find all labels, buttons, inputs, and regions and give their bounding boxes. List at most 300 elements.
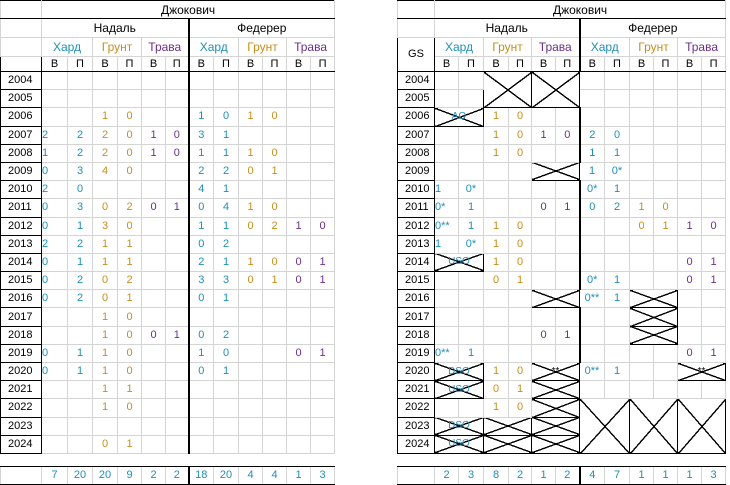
right-crossed-cell [435, 363, 484, 381]
left-score-cell [263, 308, 287, 326]
right-score-cell [702, 162, 726, 180]
right-score-cell [630, 363, 654, 381]
left-total-cell: 20 [214, 466, 239, 484]
left-player-title: Джокович [42, 1, 335, 19]
left-score-cell: 0 [42, 272, 68, 290]
right-score-cell [605, 72, 630, 90]
right-score-cell [435, 399, 459, 417]
left-score-cell: 1 [68, 363, 93, 381]
right-table-row [398, 217, 726, 235]
right-sub-header: В [678, 57, 702, 72]
right-score-cell [556, 181, 580, 199]
right-year-label: 2019 [398, 344, 435, 362]
right-score-cell: 0 [509, 108, 532, 126]
left-score-cell [118, 181, 142, 199]
right-year-label: 2009 [398, 162, 435, 180]
left-table-row [1, 217, 335, 235]
right-score-cell [459, 126, 484, 144]
right-year-label: 2012 [398, 217, 435, 235]
right-score-cell [654, 253, 678, 271]
right-surface-grass: Трава [532, 38, 580, 57]
left-score-cell [189, 72, 214, 90]
left-score-cell: 1 [93, 399, 118, 417]
left-score-cell [166, 417, 189, 435]
right-year-label: 2020 [398, 363, 435, 381]
right-score-cell [630, 344, 654, 362]
left-score-cell: 0 [93, 290, 118, 308]
left-score-cell: 0 [263, 108, 287, 126]
left-score-cell: 0 [118, 162, 142, 180]
right-crossed-cell [630, 308, 678, 326]
left-score-cell: 2 [42, 181, 68, 199]
left-sub-header: П [68, 57, 93, 72]
right-score-cell [459, 308, 484, 326]
right-year-label: 2022 [398, 399, 435, 417]
right-score-cell [509, 199, 532, 217]
left-score-cell: 4 [93, 162, 118, 180]
left-gap-cell [142, 453, 166, 466]
right-score-cell: 0 [509, 235, 532, 253]
right-score-cell: 1 [605, 181, 630, 199]
left-score-cell: 1 [214, 253, 239, 271]
left-score-cell [239, 344, 263, 362]
right-score-cell [484, 199, 509, 217]
left-score-cell: 0 [189, 326, 214, 344]
right-score-cell [605, 326, 630, 344]
left-score-cell [263, 363, 287, 381]
right-total-cell: 7 [605, 466, 630, 484]
nadal-federer-grand-slam-table [397, 0, 726, 485]
left-score-cell [166, 253, 189, 271]
left-sub-header: В [189, 57, 214, 72]
nadal-federer-h2h-table [0, 0, 335, 485]
right-gap-cell [605, 453, 630, 466]
left-total-cell: 4 [263, 466, 287, 484]
left-gap-cell [214, 453, 239, 466]
left-table-row [1, 162, 335, 180]
right-crossed-cell [678, 399, 726, 454]
left-total-cell: 2 [166, 466, 189, 484]
left-score-cell: 1 [239, 144, 263, 162]
right-crossed-note: AO [451, 110, 467, 122]
right-total-cell: 2 [509, 466, 532, 484]
left-score-cell: 1 [239, 253, 263, 271]
right-score-cell: 1 [532, 126, 556, 144]
right-score-cell [509, 326, 532, 344]
right-score-cell [702, 181, 726, 199]
left-score-cell: 0 [239, 272, 263, 290]
left-gap-cell [118, 453, 142, 466]
right-score-cell [459, 72, 484, 90]
left-score-cell: 1 [189, 344, 214, 362]
right-score-cell: 0 [509, 399, 532, 417]
right-score-cell [459, 326, 484, 344]
left-table-row [1, 235, 335, 253]
left-score-cell [311, 363, 335, 381]
left-score-cell [239, 181, 263, 199]
left-score-cell [287, 417, 311, 435]
left-score-cell [68, 108, 93, 126]
left-score-cell: 1 [118, 290, 142, 308]
right-score-cell: 0 [580, 199, 605, 217]
right-year-label: 2006 [398, 108, 435, 126]
left-score-cell [311, 90, 335, 108]
left-year-label: 2010 [1, 181, 42, 199]
left-score-cell: 3 [189, 272, 214, 290]
left-score-cell [166, 308, 189, 326]
left-year-label: 2006 [1, 108, 42, 126]
left-score-cell: 0 [42, 162, 68, 180]
right-sub-header: П [459, 57, 484, 72]
right-score-cell: 0** [435, 217, 459, 235]
left-score-cell [263, 290, 287, 308]
left-score-cell [166, 435, 189, 453]
right-table-row [398, 381, 726, 399]
left-score-cell: 1 [214, 181, 239, 199]
right-score-cell [630, 108, 654, 126]
right-score-cell: 1 [630, 199, 654, 217]
right-table-row [398, 181, 726, 199]
left-table-row [1, 72, 335, 90]
left-score-cell: 0 [189, 290, 214, 308]
left-score-cell [68, 308, 93, 326]
left-score-cell: 1 [214, 126, 239, 144]
right-crossed-cell [630, 290, 678, 308]
left-score-cell [166, 108, 189, 126]
right-score-cell [678, 108, 702, 126]
left-score-cell: 4 [189, 181, 214, 199]
right-score-cell [532, 235, 556, 253]
right-gap-cell [654, 453, 678, 466]
right-score-cell: 1 [484, 126, 509, 144]
right-score-cell: 0 [678, 344, 702, 362]
right-score-cell [484, 308, 509, 326]
left-score-cell [118, 90, 142, 108]
left-score-cell [311, 181, 335, 199]
right-score-cell: 2 [580, 126, 605, 144]
left-table-row [1, 90, 335, 108]
right-score-cell: 0* [459, 235, 484, 253]
right-score-cell [630, 72, 654, 90]
right-year-label: 2024 [398, 435, 435, 453]
right-score-cell [580, 235, 605, 253]
left-score-cell: 2 [68, 272, 93, 290]
left-score-cell: 4 [214, 199, 239, 217]
left-score-cell: 2 [214, 235, 239, 253]
right-score-cell: 0 [556, 126, 580, 144]
left-score-cell [68, 399, 93, 417]
right-score-cell [654, 344, 678, 362]
right-score-cell: 1 [484, 363, 509, 381]
right-sub-header: В [532, 57, 556, 72]
left-score-cell: 1 [166, 199, 189, 217]
right-score-cell [435, 72, 459, 90]
right-score-cell: 0 [484, 272, 509, 290]
left-score-cell [311, 126, 335, 144]
left-score-cell [142, 162, 166, 180]
left-score-cell [287, 199, 311, 217]
left-score-cell: 2 [68, 235, 93, 253]
left-score-cell: 1 [214, 217, 239, 235]
right-score-cell: 1 [702, 272, 726, 290]
right-score-cell [702, 326, 726, 344]
left-score-cell: 3 [68, 199, 93, 217]
left-year-label: 2016 [1, 290, 42, 308]
right-score-cell [605, 344, 630, 362]
left-score-cell: 1 [239, 108, 263, 126]
left-score-cell [214, 72, 239, 90]
left-table-row [1, 363, 335, 381]
right-score-cell: 0 [509, 253, 532, 271]
right-score-cell: 0** [580, 290, 605, 308]
right-score-cell: 1 [459, 199, 484, 217]
right-score-cell: 1 [484, 253, 509, 271]
right-table-row [398, 326, 726, 344]
right-score-cell [605, 217, 630, 235]
right-score-cell [654, 72, 678, 90]
left-score-cell: 0 [42, 363, 68, 381]
right-score-cell [556, 344, 580, 362]
left-year-label: 2019 [1, 344, 42, 362]
left-score-cell [311, 144, 335, 162]
right-gap-cell [702, 453, 726, 466]
right-score-cell: 0 [509, 144, 532, 162]
left-gap-cell [68, 453, 93, 466]
right-sub-header: П [509, 57, 532, 72]
left-total-cell: 1 [287, 466, 311, 484]
left-table-row [1, 181, 335, 199]
right-score-cell: 0* [580, 181, 605, 199]
right-sub-header: П [556, 57, 580, 72]
left-score-cell: 1 [189, 108, 214, 126]
right-year-label: 2011 [398, 199, 435, 217]
left-score-cell [263, 399, 287, 417]
left-surface-clay: Грунт [239, 38, 287, 57]
left-score-cell: 0 [142, 326, 166, 344]
right-crossed-cell [630, 399, 678, 454]
right-crossed-cell [532, 363, 580, 381]
left-score-cell [142, 417, 166, 435]
left-score-cell [42, 72, 68, 90]
right-score-cell: 1 [459, 344, 484, 362]
left-score-cell: 1 [142, 144, 166, 162]
right-score-cell [654, 90, 678, 108]
left-year-label: 2024 [1, 435, 42, 453]
left-score-cell: 0 [287, 344, 311, 362]
right-year-label: 2008 [398, 144, 435, 162]
left-score-cell [142, 235, 166, 253]
left-score-cell: 1 [93, 108, 118, 126]
right-score-cell: 2 [605, 199, 630, 217]
right-score-cell [654, 126, 678, 144]
left-score-cell [263, 235, 287, 253]
left-score-cell: 2 [93, 126, 118, 144]
right-score-cell [702, 90, 726, 108]
right-score-cell: 0 [654, 199, 678, 217]
right-sub-header: П [702, 57, 726, 72]
left-score-cell: 0 [263, 253, 287, 271]
right-crossed-cell [435, 417, 484, 435]
left-year-label: 2022 [1, 399, 42, 417]
left-score-cell: 0 [118, 308, 142, 326]
right-score-cell [435, 126, 459, 144]
left-year-label: 2018 [1, 326, 42, 344]
left-score-cell [166, 217, 189, 235]
right-group-federer: Федерер [580, 19, 726, 38]
right-score-cell: 0* [580, 272, 605, 290]
right-score-cell: 0 [678, 253, 702, 271]
left-group-nadal: Надаль [42, 19, 189, 38]
right-gap-cell [580, 453, 605, 466]
left-score-cell [311, 417, 335, 435]
left-score-cell [42, 326, 68, 344]
left-score-cell [166, 290, 189, 308]
right-year-label: 2013 [398, 235, 435, 253]
left-score-cell: 1 [93, 344, 118, 362]
right-score-cell [580, 253, 605, 271]
left-score-cell [239, 381, 263, 399]
right-surface-hard: Хард [580, 38, 630, 57]
right-score-cell: 1 [509, 381, 532, 399]
left-surface-hard: Хард [42, 38, 93, 57]
left-score-cell: 1 [93, 381, 118, 399]
left-score-cell [42, 417, 68, 435]
left-score-cell: 2 [68, 126, 93, 144]
right-player-title: Джокович [435, 1, 726, 19]
left-score-cell [263, 344, 287, 362]
left-total-cell: 4 [239, 466, 263, 484]
right-score-cell [509, 162, 532, 180]
right-score-cell [630, 381, 654, 399]
left-score-cell [142, 308, 166, 326]
right-gap-cell [630, 453, 654, 466]
left-score-cell [287, 399, 311, 417]
left-score-cell: 0 [118, 126, 142, 144]
left-score-cell [239, 417, 263, 435]
right-gap-cell [484, 453, 509, 466]
right-crossed-note: USO [448, 256, 470, 268]
left-score-cell: 0 [118, 144, 142, 162]
left-score-cell [287, 435, 311, 453]
left-score-cell [239, 72, 263, 90]
left-score-cell [142, 108, 166, 126]
right-score-cell [532, 181, 556, 199]
left-score-cell [68, 381, 93, 399]
right-total-cell: 3 [702, 466, 726, 484]
right-score-cell [532, 144, 556, 162]
left-score-cell [142, 344, 166, 362]
left-score-cell [189, 308, 214, 326]
right-score-cell [630, 162, 654, 180]
left-sub-header: П [214, 57, 239, 72]
left-gap-cell [311, 453, 335, 466]
left-score-cell: 2 [68, 144, 93, 162]
left-score-cell: 0 [263, 199, 287, 217]
left-score-cell [93, 72, 118, 90]
right-score-cell [630, 90, 654, 108]
right-crossed-cell [532, 435, 580, 453]
left-score-cell [287, 381, 311, 399]
right-score-cell: 1 [556, 326, 580, 344]
left-score-cell [263, 72, 287, 90]
left-gap-cell [166, 453, 189, 466]
left-table-row [1, 417, 335, 435]
right-score-cell: 1 [580, 162, 605, 180]
left-score-cell: 0 [189, 363, 214, 381]
right-score-cell [630, 272, 654, 290]
right-score-cell [678, 199, 702, 217]
left-score-cell [166, 363, 189, 381]
right-score-cell [678, 90, 702, 108]
right-score-cell [654, 181, 678, 199]
left-sub-header: В [239, 57, 263, 72]
right-score-cell: 0* [605, 162, 630, 180]
left-sub-header: П [311, 57, 335, 72]
left-blank-cell [1, 1, 42, 19]
left-score-cell [311, 308, 335, 326]
right-crossed-cell [435, 253, 484, 271]
right-score-cell [630, 126, 654, 144]
left-surface-hard: Хард [189, 38, 239, 57]
left-score-cell: 0 [239, 162, 263, 180]
left-table-row [1, 344, 335, 362]
left-score-cell [142, 435, 166, 453]
right-crossed-cell [532, 381, 580, 399]
right-table-row [398, 272, 726, 290]
left-table-row [1, 381, 335, 399]
right-table-row [398, 235, 726, 253]
left-score-cell: 0 [239, 217, 263, 235]
left-score-cell [142, 272, 166, 290]
right-surface-hard: Хард [435, 38, 484, 57]
right-score-cell: 1 [678, 217, 702, 235]
left-score-cell: 1 [93, 326, 118, 344]
right-score-cell [509, 290, 532, 308]
left-score-cell: 0 [311, 217, 335, 235]
right-score-cell: 1 [484, 108, 509, 126]
right-score-cell: 1 [605, 363, 630, 381]
left-gap-cell [189, 453, 214, 466]
left-blank-cell [1, 19, 42, 38]
left-gap-cell [287, 453, 311, 466]
left-score-cell: 0 [118, 363, 142, 381]
right-score-cell [580, 72, 605, 90]
right-score-cell [654, 108, 678, 126]
right-score-cell: 0* [459, 181, 484, 199]
right-group-nadal: Надаль [435, 19, 580, 38]
left-score-cell: 0 [263, 144, 287, 162]
left-score-cell: 0 [214, 108, 239, 126]
left-table-row [1, 108, 335, 126]
left-score-cell [287, 181, 311, 199]
left-total-cell: 9 [118, 466, 142, 484]
right-sub-header: В [435, 57, 459, 72]
left-score-cell: 1 [42, 144, 68, 162]
right-table-row [398, 308, 726, 326]
left-year-label: 2012 [1, 217, 42, 235]
left-score-cell [142, 72, 166, 90]
left-table-row [1, 308, 335, 326]
left-table-row [1, 435, 335, 453]
left-total-label-cell [1, 466, 42, 484]
left-score-cell [68, 326, 93, 344]
left-score-cell [214, 435, 239, 453]
right-score-cell [678, 72, 702, 90]
left-score-cell [287, 90, 311, 108]
left-score-cell: 2 [118, 199, 142, 217]
right-score-cell: 1 [702, 344, 726, 362]
right-gap-cell [532, 453, 556, 466]
